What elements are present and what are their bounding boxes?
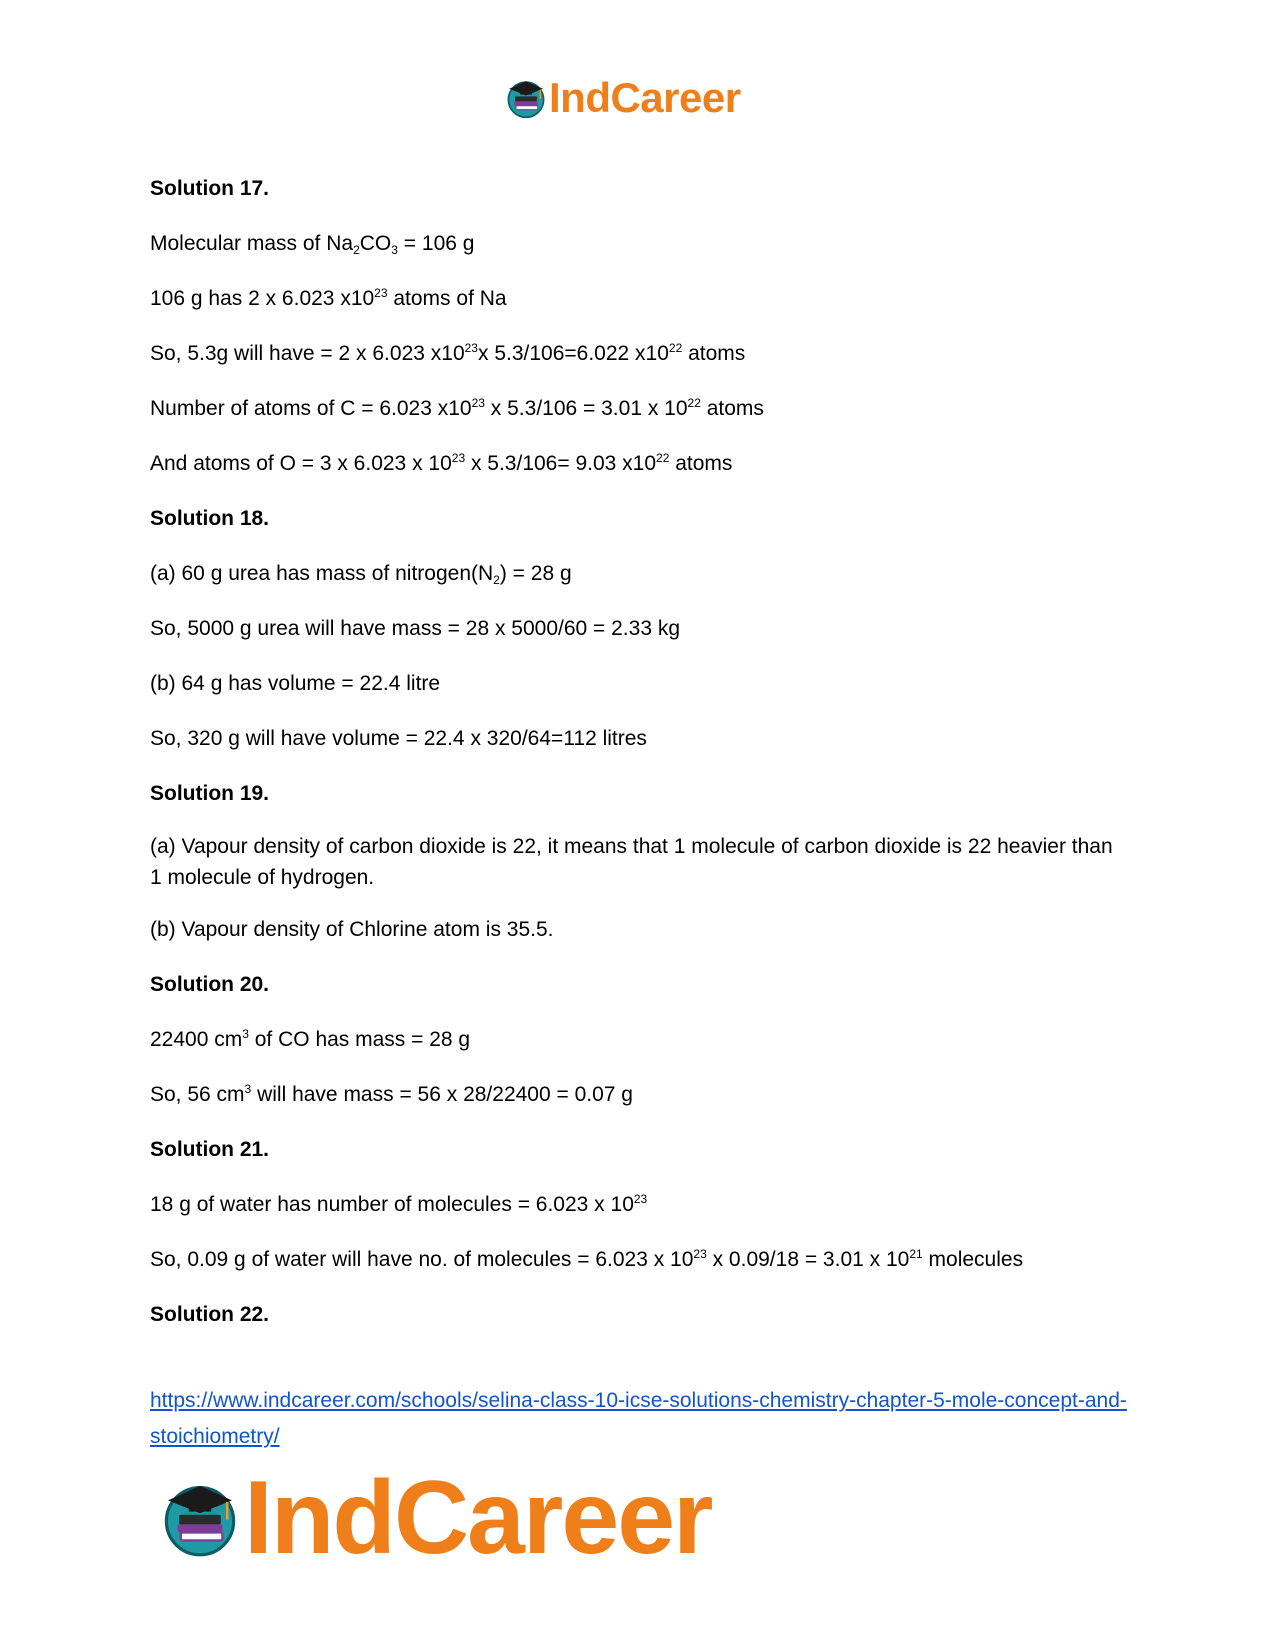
footer-logo-text: IndCareer: [244, 1460, 712, 1576]
text-line: [150, 396, 1130, 422]
text-run: Molecular mass of Na: [150, 232, 354, 255]
text-run: atoms: [682, 342, 746, 365]
text-run: CO: [359, 232, 392, 255]
text-line: [150, 1027, 1130, 1053]
text-line: [150, 1192, 1130, 1218]
text-run: Number of atoms of C = 6.023 x10: [150, 397, 472, 420]
superscript: 23: [633, 1192, 648, 1206]
text-run: So, 56 cm: [150, 1083, 245, 1106]
text-line: [150, 341, 1130, 367]
text-run: atoms: [669, 452, 733, 475]
superscript: 21: [909, 1247, 923, 1261]
text-run: of CO has mass = 28 g: [248, 1028, 471, 1051]
text-run: = 106 g: [397, 232, 475, 255]
text-run: atoms of Na: [387, 287, 507, 310]
text-run: molecules: [922, 1248, 1024, 1271]
header-logo: [505, 74, 741, 121]
subscript: 2: [493, 573, 500, 587]
superscript: 3: [244, 1082, 252, 1096]
solution-heading: Solution 20.: [150, 973, 270, 996]
text-run: (b) Vapour density of Chlorine atom is 35.5.: [150, 918, 554, 941]
source-link[interactable]: https://www.indcareer.com/schools/selina-class-10-icse-solutions-chemistry-chapter-5-mole-concept-and-stoichiometry/: [150, 1389, 1127, 1448]
footer-logo: [160, 1460, 712, 1576]
text-line: [150, 671, 1130, 697]
superscript: 23: [471, 396, 485, 410]
graduation-cap-books-globe-icon: [505, 77, 547, 119]
solution-heading: Solution 21.: [150, 1138, 270, 1161]
superscript: 23: [693, 1247, 707, 1261]
text-line: [150, 561, 1130, 587]
graduation-cap-books-globe-icon: [160, 1478, 240, 1558]
text-run: (a) 60 g urea has mass of nitrogen(N: [150, 562, 494, 585]
text-run: atoms: [700, 397, 764, 420]
subscript: 2: [353, 243, 360, 257]
superscript: 22: [668, 341, 683, 355]
text-line: [150, 726, 1130, 752]
text-line: [150, 1247, 1130, 1273]
solution-heading: Solution 18.: [150, 507, 270, 530]
text-run: 18 g of water has number of molecules = 6.023 x 10: [150, 1193, 634, 1216]
text-run: x 5.3/106= 9.03 x10: [465, 452, 657, 475]
header-logo-text: IndCareer: [549, 74, 741, 121]
text-line: [150, 1082, 1130, 1108]
solution-heading: Solution 22.: [150, 1303, 270, 1326]
text-run: So, 0.09 g of water will have no. of molecules = 6.023 x 10: [150, 1248, 694, 1271]
text-run: x 5.3/106 = 3.01 x 10: [484, 397, 688, 420]
superscript: 23: [451, 451, 466, 465]
solution-heading: Solution 19.: [150, 782, 270, 805]
text-run: x 5.3/106=6.022 x10: [477, 342, 669, 365]
text-run: 22400 cm: [150, 1028, 243, 1051]
text-run: (a) Vapour density of carbon dioxide is 22, it means that 1 molecule of carbon dioxide is 22 heavier than 1 molecule of hydrogen.: [150, 835, 1113, 889]
superscript: 22: [656, 451, 670, 465]
subscript: 3: [391, 243, 398, 257]
text-line: [150, 451, 1130, 477]
text-run: will have mass = 56 x 28/22400 = 0.07 g: [251, 1083, 633, 1106]
text-run: So, 5.3g will have = 2 x 6.023 x10: [150, 342, 465, 365]
text-run: ) = 28 g: [499, 562, 572, 585]
superscript: 22: [687, 396, 701, 410]
text-line: [150, 917, 1130, 943]
text-line: [150, 831, 1130, 893]
superscript: 3: [242, 1027, 249, 1041]
text-run: So, 5000 g urea will have mass = 28 x 5000/60 = 2.33 kg: [150, 617, 681, 640]
text-line: [150, 286, 1130, 312]
text-line: [150, 616, 1130, 642]
text-run: x 0.09/18 = 3.01 x 10: [706, 1248, 910, 1271]
text-run: So, 320 g will have volume = 22.4 x 320/64=112 litres: [150, 727, 647, 750]
document-body: [150, 176, 1130, 1328]
text-run: And atoms of O = 3 x 6.023 x 10: [150, 452, 452, 475]
superscript: 23: [464, 341, 478, 355]
solution-heading: Solution 17.: [150, 177, 270, 200]
text-run: 106 g has 2 x 6.023 x10: [150, 287, 375, 310]
text-run: (b) 64 g has volume = 22.4 litre: [150, 672, 441, 695]
text-line: [150, 231, 1130, 257]
superscript: 23: [374, 286, 388, 300]
